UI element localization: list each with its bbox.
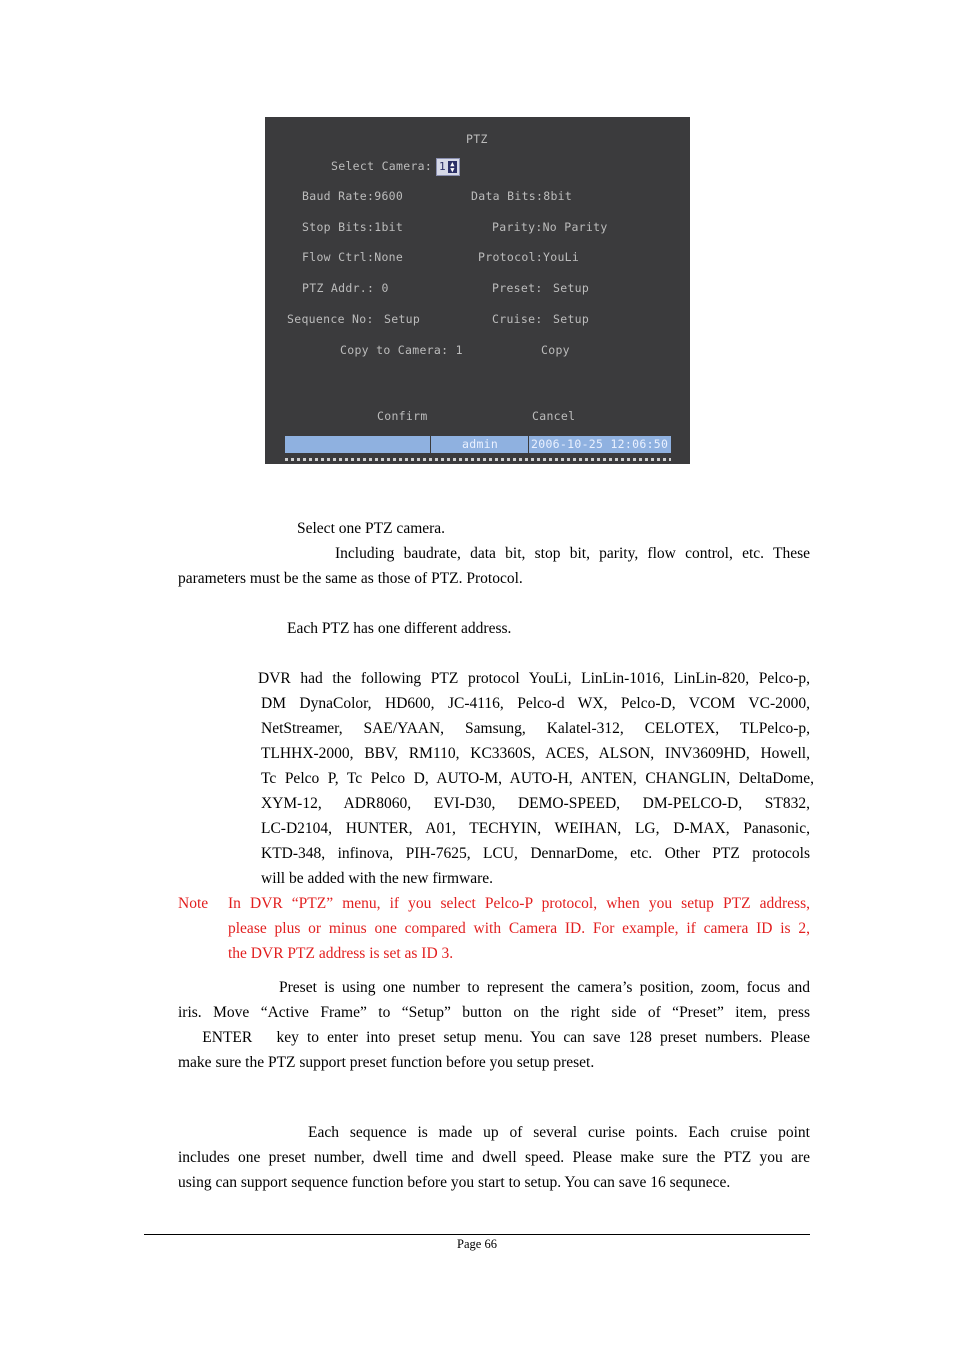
protocol-line: DM DynaColor, HD600, JC-4116, Pelco-d WX, Pelco-D, VCOM VC-2000, xyxy=(261,695,810,712)
preset-label: Preset: xyxy=(492,281,543,295)
select-camera-desc: Select one PTZ camera. xyxy=(297,520,446,537)
protocol-line: XYM-12, ADR8060, EVI-D30, DEMO-SPEED, DM-PELCO-D, ST832, xyxy=(261,795,810,812)
status-datetime: 2006-10-25 12:06:50 xyxy=(531,437,669,451)
ptz-menu-title: PTZ xyxy=(466,132,488,146)
note-label: Note xyxy=(178,895,209,912)
note-line: In DVR “PTZ” menu, if you select Pelco-P protocol, when you setup PTZ address, xyxy=(228,895,810,912)
params-desc-line1: Including baudrate, data bit, stop bit, parity, flow control, etc. These xyxy=(335,545,810,562)
preset-setup-button[interactable]: Setup xyxy=(553,281,590,295)
note-line: please plus or minus one compared with Camera ID. For example, if camera ID is 2, xyxy=(228,920,810,937)
protocol-line: DVR had the following PTZ protocol YouLi, LinLin-1016, LinLin-820, Pelco-p, xyxy=(258,670,810,687)
sequence-desc-line: Each sequence is made up of several curise points. Each cruise point xyxy=(308,1124,810,1141)
parity-field[interactable]: Parity:No Parity xyxy=(492,220,608,234)
footer-rule xyxy=(144,1234,810,1235)
protocol-line: TLHHX-2000, BBV, RM110, KC3360S, ACES, ALSON, INV3609HD, Howell, xyxy=(261,745,810,762)
protocol-line: NetStreamer, SAE/YAAN, Samsung, Kalatel-312, CELOTEX, TLPelco-p, xyxy=(261,720,810,737)
data-bits-field[interactable]: Data Bits:8bit xyxy=(471,189,573,203)
copy-to-camera-field[interactable]: Copy to Camera: 1 xyxy=(340,343,463,357)
protocol-field[interactable]: Protocol:YouLi xyxy=(478,250,580,264)
confirm-button[interactable]: Confirm xyxy=(377,409,428,423)
note-line: the DVR PTZ address is set as ID 3. xyxy=(228,945,454,962)
ptz-addr-field[interactable]: PTZ Addr.: 0 xyxy=(302,281,389,295)
protocol-line: Tc Pelco P, Tc Pelco D, AUTO-M, AUTO-H, ANTEN, CHANGLIN, DeltaDome, xyxy=(261,770,814,787)
cruise-label: Cruise: xyxy=(492,312,543,326)
preset-desc-line: ENTER key to enter into preset setup menu. You can save 128 preset numbers. Please xyxy=(178,1029,810,1046)
select-camera-spinbox[interactable] xyxy=(436,158,460,176)
sequence-setup-button[interactable]: Setup xyxy=(384,312,421,326)
baud-rate-field[interactable]: Baud Rate:9600 xyxy=(302,189,404,203)
scanline-divider xyxy=(285,458,671,461)
status-bar xyxy=(285,436,671,453)
protocol-line: KTD-348, infinova, PIH-7625, LCU, DennarDome, etc. Other PTZ protocols xyxy=(261,845,810,862)
preset-desc-line: make sure the PTZ support preset function before you setup preset. xyxy=(178,1054,595,1071)
select-camera-value: 1 xyxy=(439,160,446,173)
copy-button[interactable]: Copy xyxy=(541,343,570,357)
select-camera-label: Select Camera: xyxy=(331,159,433,173)
flow-ctrl-field[interactable]: Flow Ctrl:None xyxy=(302,250,404,264)
status-user: admin xyxy=(462,437,499,451)
sequence-desc-line: using can support sequence function before you start to setup. You can save 16 sequnece. xyxy=(178,1174,731,1191)
protocol-line: will be added with the new firmware. xyxy=(261,870,493,887)
page-number: Page 66 xyxy=(457,1237,497,1251)
ptz-menu-screenshot xyxy=(265,117,690,464)
stop-bits-field[interactable]: Stop Bits:1bit xyxy=(302,220,404,234)
sequence-desc-line: includes one preset number, dwell time and dwell speed. Please make sure the PTZ you are xyxy=(178,1149,810,1166)
address-desc: Each PTZ has one different address. xyxy=(287,620,512,637)
spin-arrows-icon[interactable]: ▲ ▼ xyxy=(448,161,457,173)
preset-desc-line: Preset is using one number to represent the camera’s position, zoom, focus and xyxy=(279,979,810,996)
preset-desc-line: iris. Move “Active Frame” to “Setup” button on the right side of “Preset” item, press xyxy=(178,1004,810,1021)
protocol-line: LC-D2104, HUNTER, A01, TECHYIN, WEIHAN, LG, D-MAX, Panasonic, xyxy=(261,820,810,837)
cancel-button[interactable]: Cancel xyxy=(532,409,576,423)
cruise-setup-button[interactable]: Setup xyxy=(553,312,590,326)
sequence-label: Sequence No: xyxy=(287,312,374,326)
params-desc-line2: parameters must be the same as those of PTZ. Protocol. xyxy=(178,570,523,587)
